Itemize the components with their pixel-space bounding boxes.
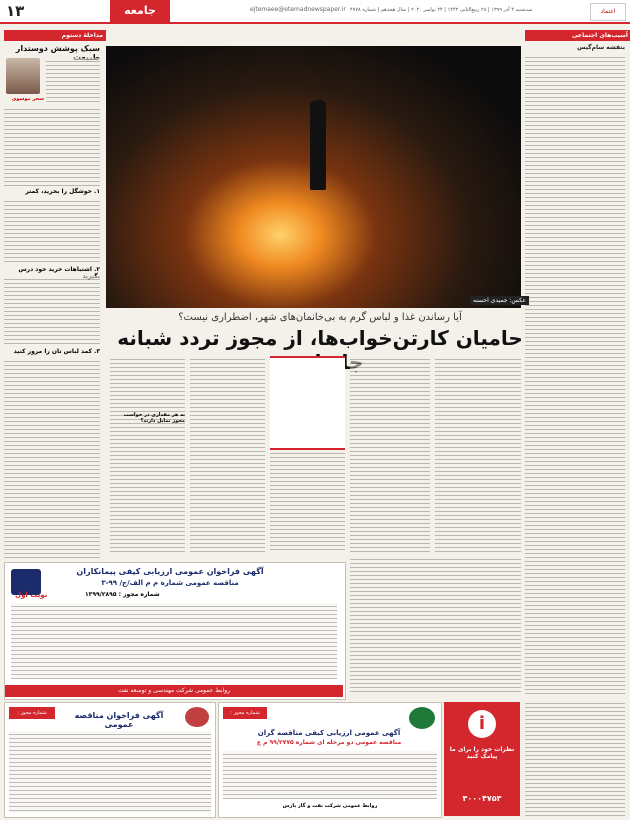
pull-quote	[270, 356, 345, 450]
right-author-name: بنفشه سام‌گیس	[577, 44, 625, 51]
left-text-block	[4, 106, 100, 186]
ad1-title: آگهی فراخوان عمومی ارزیابی کیفی پیمانکاران	[76, 567, 264, 576]
ad1-subtitle: مناقصه عمومی شماره م م الف/ج/ ۹۹-۳	[101, 579, 239, 587]
article-text-column	[270, 450, 345, 552]
ad2-permit-number: شماره مجوز : ۱۳۹۹/۴۸۶۷	[9, 707, 55, 719]
ad3-title: آگهی عمومی ارزیابی کیفی مناقصه گران	[257, 729, 401, 737]
photo-credit: عکس: جمیدی احسنه	[470, 296, 529, 305]
article-kicker: آیا رساندن غذا و لباس گرم به بی‌خانمان‌های شهر، اضطراری نیست؟	[178, 312, 462, 323]
ad3-permit-number: شماره مجوز : ۱۳۹۹/۳۷۱۴	[223, 707, 267, 719]
article-text-column	[435, 356, 521, 552]
article-text-column	[190, 356, 265, 552]
ad1-footer: روابط عمومی شرکت مهندسی و توسعه نفت	[5, 685, 343, 697]
right-text-block	[525, 700, 625, 816]
left-column-label: مداخلهٔ دستوم	[4, 30, 106, 41]
ad3-footer: روابط عمومی شرکت نفت و گاز پارس	[282, 803, 378, 809]
right-column-label: آسیب‌های اجتماعی	[525, 30, 630, 41]
dateline: سه‌شنبه ۴ آذر ۱۳۹۹ | ۲۸ ربیع‌الثانی ۱۴۴۲ | ۲۴ نوامبر ۲۰۲۰ | سال هجدهم | شماره ۴۷۷۸	[350, 7, 533, 13]
company-logo	[185, 707, 209, 727]
sms-feedback-box	[444, 702, 520, 816]
ad3-subtitle: مناقصه عمومی دو مرحله ای شماره ۹۹/۲۷۷۵ م ع	[256, 739, 402, 746]
section-email[interactable]: ejtemaee@etemadnewspaper.ir	[250, 6, 346, 13]
ad3-text	[223, 751, 437, 799]
left-subhead-3: ۳. کمد لباس تان را مرور کنید	[13, 348, 100, 355]
page-number: ۱۳	[6, 2, 25, 20]
info-icon: i	[468, 710, 496, 738]
ad2-table	[9, 731, 211, 813]
left-text-block	[4, 276, 100, 346]
ad2-title: آگهی فراخوان مناقصه عمومی	[74, 711, 164, 729]
article-text-column	[350, 356, 430, 552]
article-text-column	[110, 356, 185, 552]
sms-title: نظرات خود را برای ما پیامک کنید	[449, 746, 515, 760]
newspaper-logo: اعتماد	[590, 3, 626, 21]
author-photo	[6, 58, 40, 94]
article-text-column	[350, 556, 521, 694]
section-name: جامعه	[110, 0, 170, 22]
sms-number[interactable]: ۳۰۰۰۴۷۵۳	[462, 794, 502, 803]
article-subhead: به هر مقداری در خواست مجوز تمایل دارند؟	[123, 412, 185, 424]
left-text-block	[46, 58, 100, 104]
left-text-block	[4, 358, 100, 560]
company-logo	[409, 707, 435, 729]
left-author-name: سحر موسوی	[11, 96, 44, 102]
ad1-permit-number: شماره مجوز : ۱۳۹۹/۲۸۹۵	[85, 591, 160, 598]
article-headline: حامیان کارتن‌خواب‌ها، از مجوز تردد شبانه	[117, 326, 523, 350]
ad-tender-3	[218, 702, 442, 818]
left-subhead-1: ۱. خوشگل را بخرید، کمتر	[25, 188, 100, 195]
left-text-block	[4, 198, 100, 264]
ad-tender-2	[4, 702, 216, 818]
left-subhead-2: ۲. اشتباهات خرید خود درس	[18, 266, 100, 273]
ad1-round: نوبت اول	[15, 591, 48, 599]
ad-tender-1	[4, 562, 346, 700]
left-article-title: سبک پوشش دوستدار	[15, 44, 100, 53]
ad1-text	[11, 603, 337, 679]
photo-figure-person	[310, 100, 326, 190]
right-text-block	[525, 54, 625, 694]
